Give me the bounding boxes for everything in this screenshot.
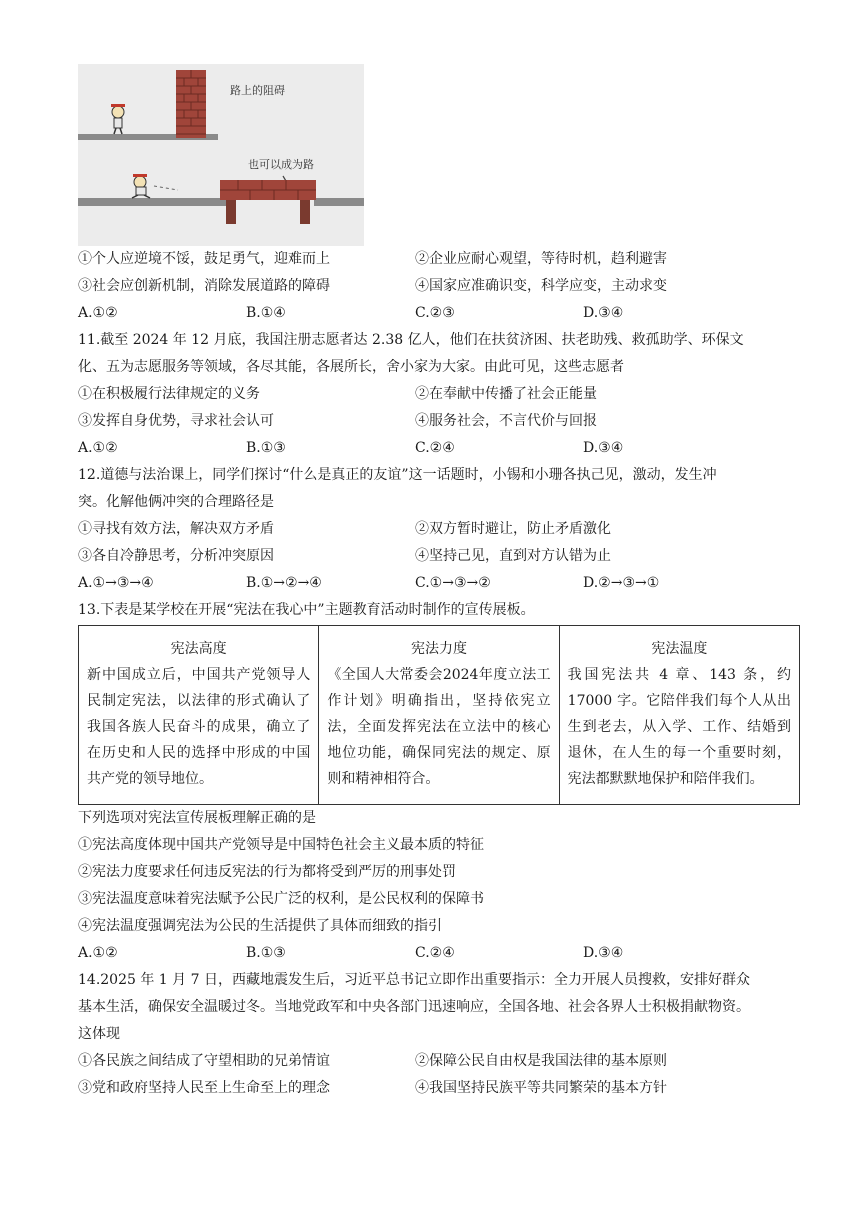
q12-answer-a: A.①→③→④ [78,575,154,591]
board-body-strength: 《全国人大常委会2024年度立法工作计划》明确指出，坚持依宪立法，全面发挥宪法在立法中的核心地位功能，确保同宪法的规定、原则和精神相符合。 [327,667,551,787]
q13-stem-line-1: 13.下表是某学校在开展“宪法在我心中”主题教育活动时制作的宣传展板。 [78,602,535,618]
q11-option-2: ②在奉献中传播了社会正能量 [415,386,597,402]
q14-stem-line-3: 这体现 [78,1026,120,1042]
q12-stem-line-2: 突。化解他俩冲突的合理路径是 [78,494,274,510]
q14-option-2: ②保障公民自由权是我国法律的基本原则 [415,1053,667,1069]
q13-option-1: ①宪法高度体现中国共产党领导是中国特色社会主义最本质的特征 [78,837,484,853]
q13-answer-a: A.①② [78,945,118,961]
brick-wall [176,70,206,138]
cartoon-figure [78,64,364,246]
q10-answer-c: C.②③ [415,305,455,321]
board-title-height: 宪法高度 [170,641,227,657]
q12-answer-c: C.①→③→② [415,575,491,591]
q11-option-1: ①在积极履行法律规定的义务 [78,386,260,402]
q11-answer-b: B.①③ [246,440,286,456]
q12-answer-b: B.①→②→④ [246,575,322,591]
q11-answer-d: D.③④ [583,440,624,456]
q12-option-2: ②双方暂时避让，防止矛盾激化 [415,521,611,537]
q13-answer-c: C.②④ [415,945,455,961]
q10-answer-d: D.③④ [583,305,624,321]
q13-prompt: 下列选项对宪法宣传展板理解正确的是 [78,810,316,826]
q10-option-3: ③社会应创新机制，消除发展道路的障碍 [78,278,330,294]
q14-option-1: ①各民族之间结成了守望相助的兄弟情谊 [78,1053,330,1069]
q11-stem-line-2: 化、五为志愿服务等领域，各尽其能，各展所长，舍小家为大家。由此可见，这些志愿者 [78,359,624,375]
q10-option-1: ①个人应逆境不馁，鼓足勇气，迎难而上 [78,251,330,267]
constitution-board-table [78,625,800,805]
q11-option-3: ③发挥自身优势，寻求社会认可 [78,413,274,429]
q12-option-3: ③各自冷静思考，分析冲突原因 [78,548,274,564]
q10-option-2: ②企业应耐心观望，等待时机，趋利避害 [415,251,667,267]
q14-stem-line-1: 14.2025 年 1 月 7 日，西藏地震发生后，习近平总书记立即作出重要指示：全力开展人员搜救，安排好群众 [78,972,750,988]
q10-option-4: ④国家应准确识变，科学应变，主动求变 [415,278,667,294]
q14-stem-line-2: 基本生活，确保安全温暖过冬。当地党政军和中央各部门迅速响应，全国各地、社会各界人士积极捐献物资。 [78,999,750,1015]
q12-option-1: ①寻找有效方法，解决双方矛盾 [78,521,274,537]
q13-option-4: ④宪法温度强调宪法为公民的生活提供了具体而细致的指引 [78,918,442,934]
q13-option-2: ②宪法力度要求任何违反宪法的行为都将受到严厉的刑事处罚 [78,864,456,880]
q14-option-3: ③党和政府坚持人民至上生命至上的理念 [78,1080,330,1096]
q11-answer-a: A.①② [78,440,118,456]
q10-answer-a: A.①② [78,305,118,321]
q13-answer-d: D.③④ [583,945,624,961]
board-title-warmth: 宪法温度 [651,641,708,657]
q12-stem-line-1: 12.道德与法治课上，同学们探讨“什么是真正的友谊”这一话题时，小锡和小珊各执己见，激动，发生冲 [78,467,717,483]
top-caption: 路上的阻碍 [230,84,285,97]
bottom-caption: 也可以成为路 [248,158,314,171]
q13-answer-b: B.①③ [246,945,286,961]
q12-option-4: ④坚持己见，直到对方认错为止 [415,548,611,564]
lower-ground-right [314,198,364,206]
board-body-warmth: 我国宪法共 4 章、143 条，约 17000 字。它陪伴我们每个人从出生到老去，从入学、工作、结婚到退休，在人生的每一个重要时刻，宪法都默默地保护和陪伴我们。 [567,667,791,787]
q14-option-4: ④我国坚持民族平等共同繁荣的基本方针 [415,1080,667,1096]
lower-ground-left [78,198,228,206]
q11-answer-c: C.②④ [415,440,455,456]
board-cell-warmth [559,626,799,805]
board-cell-height [79,626,319,805]
q11-option-4: ④服务社会，不言代价与回报 [415,413,597,429]
board-title-strength: 宪法力度 [410,641,467,657]
q12-answer-d: D.②→③→① [583,575,660,591]
board-cell-strength [319,626,559,805]
q13-option-3: ③宪法温度意味着宪法赋予公民广泛的权利，是公民权利的保障书 [78,891,484,907]
q11-stem-line-1: 11.截至 2024 年 12 月底，我国注册志愿者达 2.38 亿人，他们在扶贫济困、扶老助残、救孤助学、环保文 [78,332,744,348]
board-body-height: 新中国成立后，中国共产党领导人民制定宪法，以法律的形式确认了我国各族人民奋斗的成果，确立了在历史和人民的选择中形成的中国共产党的领导地位。 [87,667,311,787]
q10-answer-b: B.①④ [246,305,286,321]
